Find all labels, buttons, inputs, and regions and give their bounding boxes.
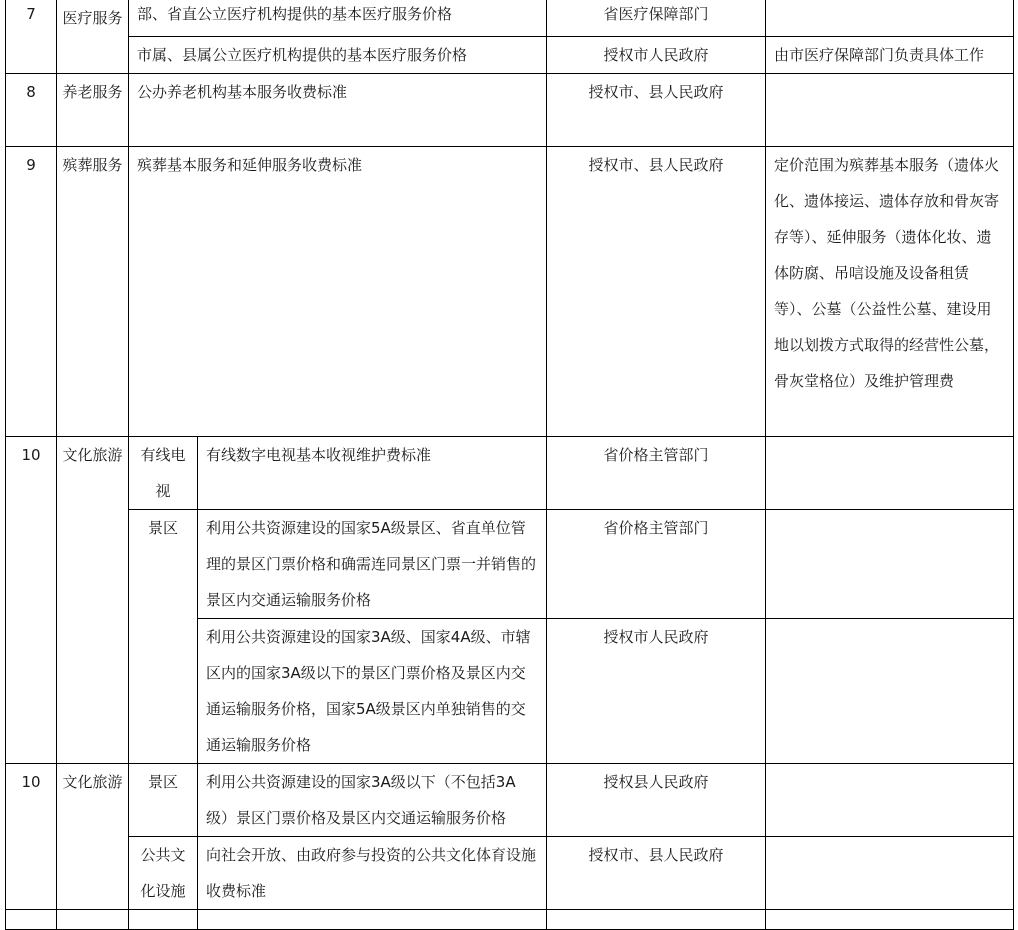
table-row [6, 437, 1014, 510]
table-row [6, 0, 1014, 37]
subcategory-cell: 有线电视 [129, 437, 198, 510]
authority-cell: 省价格主管部门 [547, 510, 766, 619]
table-row [6, 837, 1014, 910]
subcategory-cell: 景区 [129, 764, 198, 837]
authority-cell: 省价格主管部门 [547, 437, 766, 510]
table-row [6, 510, 1014, 619]
note-cell: 定价范围为殡葬基本服务（遗体火化、遗体接运、遗体存放和骨灰寄存等）、延伸服务（遗体化妆、遗体防腐、吊唁设施及设备租赁等）、公墓（公益性公墓、建设用地以划拨方式取得的经营性公墓，骨灰堂格位）及维护管理费 [766, 147, 1014, 437]
subcategory-cell: 公共文化设施 [129, 837, 198, 910]
pricing-catalog-table [5, 0, 1014, 930]
note-cell [766, 764, 1014, 837]
item-cell: 利用公共资源建设的国家3A级、国家4A级、市辖区内的国家3A级以下的景区门票价格及景区内交通运输服务价格，国家5A级景区内单独销售的交通运输服务价格 [198, 619, 547, 764]
note-cell [766, 437, 1014, 510]
row-number: 10 [6, 764, 57, 910]
note-cell [766, 837, 1014, 910]
table-row [6, 764, 1014, 837]
note-cell [766, 74, 1014, 147]
table-row [6, 910, 1014, 930]
item-cell: 公办养老机构基本服务收费标准 [129, 74, 547, 147]
note-cell [766, 619, 1014, 764]
row-number: 10 [6, 437, 57, 764]
row-number: 8 [6, 74, 57, 147]
category-cell: 殡葬服务 [57, 147, 129, 437]
item-cell: 利用公共资源建设的国家3A级以下（不包括3A级）景区门票价格及景区内交通运输服务价格 [198, 764, 547, 837]
table-row [6, 74, 1014, 147]
authority-cell: 授权市、县人民政府 [547, 837, 766, 910]
authority-cell: 授权市、县人民政府 [547, 147, 766, 437]
authority-cell: 授权市人民政府 [547, 619, 766, 764]
item-cell: 向社会开放、由政府参与投资的公共文化体育设施收费标准 [198, 837, 547, 910]
category-cell: 养老服务 [57, 74, 129, 147]
category-cell: 文化旅游 [57, 437, 129, 764]
table-row [6, 147, 1014, 437]
item-cell: 市属、县属公立医疗机构提供的基本医疗服务价格 [129, 37, 547, 74]
authority-cell: 省医疗保障部门 [547, 0, 766, 37]
note-cell: 由市医疗保障部门负责具体工作 [766, 37, 1014, 74]
item-cell: 部、省直公立医疗机构提供的基本医疗服务价格 [129, 0, 547, 37]
row-number: 7 [6, 0, 57, 74]
item-cell: 利用公共资源建设的国家5A级景区、省直单位管理的景区门票价格和确需连同景区门票一并销售的景区内交通运输服务价格 [198, 510, 547, 619]
authority-cell: 授权县人民政府 [547, 764, 766, 837]
item-cell: 殡葬基本服务和延伸服务收费标准 [129, 147, 547, 437]
authority-cell: 授权市人民政府 [547, 37, 766, 74]
authority-cell: 授权市、县人民政府 [547, 74, 766, 147]
category-cell: 文化旅游 [57, 764, 129, 910]
row-number: 9 [6, 147, 57, 437]
note-cell [766, 510, 1014, 619]
note-cell [766, 0, 1014, 37]
table-row [6, 37, 1014, 74]
category-cell: 医疗服务 [57, 0, 129, 74]
item-cell: 有线数字电视基本收视维护费标准 [198, 437, 547, 510]
subcategory-cell: 景区 [129, 510, 198, 764]
